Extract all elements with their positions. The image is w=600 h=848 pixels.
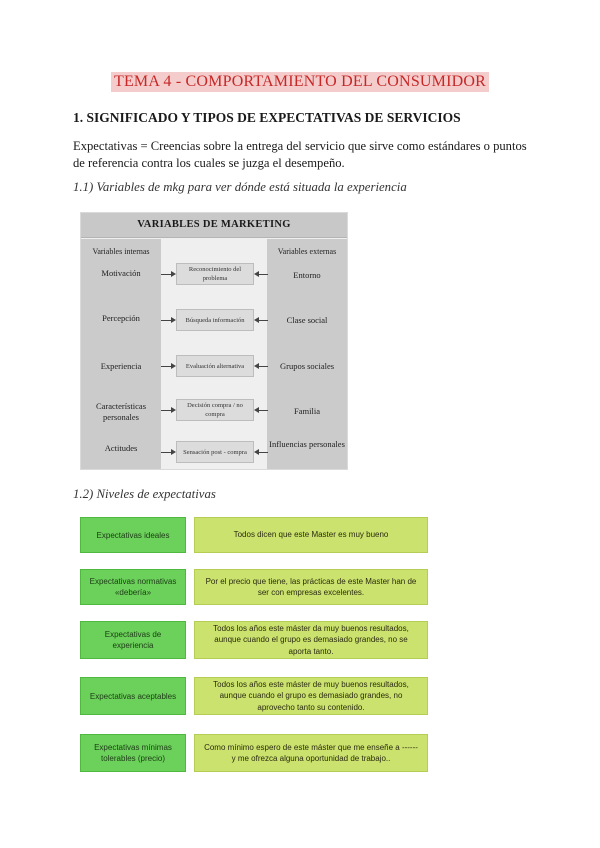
process-step: Reconocimiento del problema [176, 263, 254, 285]
external-variable: Entorno [293, 270, 321, 280]
level-name: Expectativas de experiencia [80, 621, 186, 659]
level-description: Todos los años este máster de muy buenos resultados, aunque cuando el grupo es demasiado grandes, no aprovecho tanto su contenido. [194, 677, 428, 715]
arrow-left-icon [256, 452, 268, 453]
internal-variable: Experiencia [100, 361, 142, 371]
arrow-right-icon [161, 320, 174, 321]
diagram-title: VARIABLES DE MARKETING [81, 213, 347, 238]
arrow-right-icon [161, 274, 174, 275]
external-variable: Grupos sociales [279, 361, 335, 371]
arrow-right-icon [161, 410, 174, 411]
external-variable: Clase social [286, 315, 328, 325]
internal-variable: Percepción [102, 313, 140, 323]
process-step: Evaluación alternativa [176, 355, 254, 377]
arrow-right-icon [161, 452, 174, 453]
level-description: Todos dicen que este Master es muy bueno [194, 517, 428, 553]
level-name: Expectativas normativas «debería» [80, 569, 186, 605]
internal-variable: Características personales [95, 401, 147, 422]
internal-header: Variables internas [92, 247, 150, 256]
level-name: Expectativas aceptables [80, 677, 186, 715]
level-name: Expectativas mínimas tolerables (precio) [80, 734, 186, 772]
section-heading: 1. SIGNIFICADO Y TIPOS DE EXPECTATIVAS DE SERVICIOS [73, 110, 461, 125]
subsection-1-2-title: 1.2) Niveles de expectativas [73, 487, 216, 501]
document-title [0, 72, 600, 92]
external-header: Variables externas [277, 247, 337, 256]
external-variable: Familia [294, 406, 320, 416]
document-title-text: TEMA 4 - COMPORTAMIENTO DEL CONSUMIDOR [111, 72, 489, 92]
process-step: Decisión compra / no compra [176, 399, 254, 421]
process-step: Sensación post - compra [176, 441, 254, 463]
level-description: Como mínimo espero de este máster que me enseñe a ------ y me ofrezca alguna oportunidad de trabajo.. [194, 734, 428, 772]
process-step: Búsqueda información [176, 309, 254, 331]
level-description: Por el precio que tiene, las prácticas de este Master han de ser con empresas excelentes. [194, 569, 428, 605]
subsection-1-1-title: 1.1) Variables de mkg para ver dónde está situada la experiencia [73, 180, 407, 194]
level-description: Todos los años este máster da muy buenos resultados, aunque cuando el grupo es demasiado grandes, no se aporta tanto. [194, 621, 428, 659]
definition-paragraph: Expectativas = Creencias sobre la entrega del servicio que sirve como estándares o puntos de referencia contra los cuales se juzga el desempeño. [73, 139, 527, 170]
external-variable: Influencias personales [269, 439, 345, 449]
level-name: Expectativas ideales [80, 517, 186, 553]
arrow-right-icon [161, 366, 174, 367]
internal-variable: Motivación [101, 268, 141, 278]
internal-variable: Actitudes [104, 443, 138, 453]
marketing-variables-diagram [80, 212, 348, 470]
